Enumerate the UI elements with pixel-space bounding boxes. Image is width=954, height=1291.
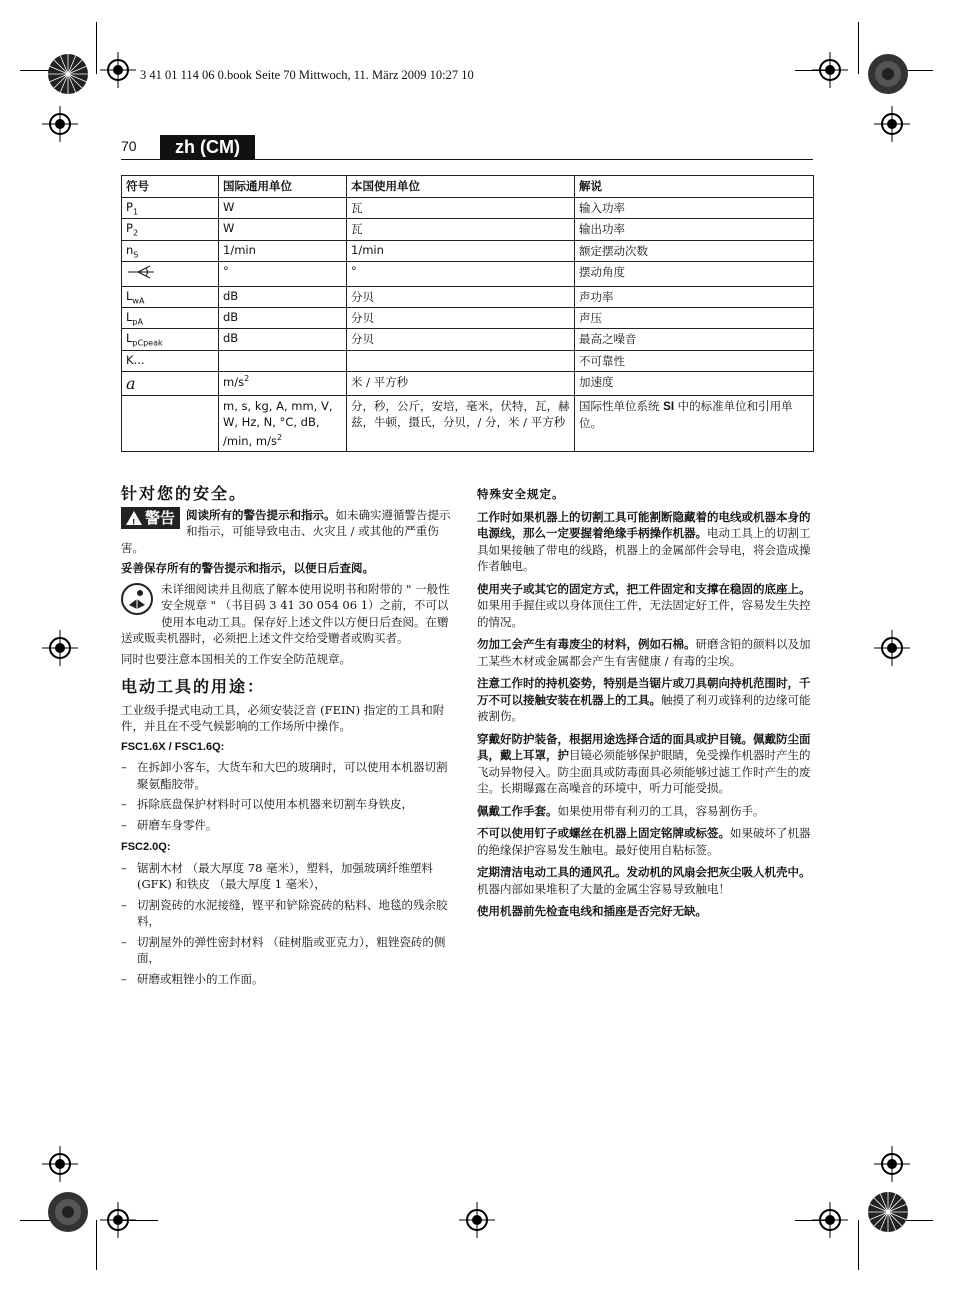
description-cell: 输出功率 — [575, 219, 814, 240]
table-row — [122, 240, 814, 261]
description-cell: 额定摆动次数 — [575, 240, 814, 261]
color-target-icon — [866, 52, 910, 96]
symbol-cell — [122, 395, 219, 451]
local-unit-cell: 米 / 平方秒 — [347, 371, 575, 395]
local-unit-cell: 1/min — [347, 240, 575, 261]
registration-target-icon — [874, 106, 910, 142]
column-header: 国际通用单位 — [219, 176, 347, 198]
warning-badge: ! 警告 — [121, 507, 180, 529]
model2-list — [121, 860, 455, 988]
description-cell: 声压 — [575, 308, 814, 329]
symbol-cell: $P_1$ — [122, 198, 219, 219]
safety-item: 勿加工会产生有毒废尘的材料，例如石棉。研磨含铅的颜料以及加工某些木材或金属都会产生有害健康 / 有毒的尘埃。 — [477, 637, 811, 668]
special-safety-heading: 特殊安全规定。 — [477, 487, 565, 501]
page-number: 70 — [121, 138, 137, 154]
safety-item: 使用夹子或其它的固定方式，把工件固定和支撑在稳固的底座上。如果用手握住或以身体顶住工件，无法固定好工件，容易发生失控的情况。 — [477, 581, 811, 629]
safety-item: 使用机器前先检查电线和插座是否完好无缺。 — [477, 904, 707, 918]
registration-target-icon — [874, 1146, 910, 1182]
local-unit-cell — [347, 350, 575, 371]
symbol-cell: K... — [122, 350, 219, 371]
list-item: – 切割瓷砖的水泥接缝，铿平和铲除瓷砖的粘料、地毯的残余胶料， — [121, 897, 455, 930]
table-row — [122, 261, 814, 286]
read-manual-icon — [121, 583, 153, 615]
safety-item: 定期清洁电动工具的通风孔。发动机的风扇会把灰尘吸人机壳中。机器内部如果堆积了大量的金属尘容易导致触电！ — [477, 865, 811, 896]
local-unit-cell: 瓦 — [347, 219, 575, 240]
column-header: 本国使用单位 — [347, 176, 575, 198]
regulation-paragraph: 同时也要注意本国相关的工作安全防范规章。 — [121, 651, 351, 666]
column-header: 解说 — [575, 176, 814, 198]
table-row — [122, 219, 814, 240]
table-row — [122, 395, 814, 451]
safety-item: 注意工作时的持机姿势，特别是当锯片或刀具朝向持机范围时，千万不可以接触安装在机器上的工具。触摸了利刃或锋利的边缘可能被割伤。 — [477, 676, 811, 723]
list-item: – 研磨车身零件。 — [121, 817, 455, 834]
table-row — [122, 286, 814, 307]
model1-list — [121, 759, 455, 833]
local-unit-cell: ° — [347, 261, 575, 286]
description-cell: 最高之噪音 — [575, 329, 814, 350]
local-unit-cell: 瓦 — [347, 198, 575, 219]
table-row — [122, 329, 814, 350]
table-row — [122, 308, 814, 329]
symbol-cell: $P_2$ — [122, 219, 219, 240]
intl-unit-cell: W — [219, 198, 347, 219]
symbol-cell: $L_{pA}$ — [122, 308, 219, 329]
safety-item: 佩戴工作手套。如果使用带有利刃的工具，容易割伤手。 — [477, 803, 765, 818]
list-item: – 在拆卸小客车，大货车和大巴的玻璃时，可以使用本机器切割聚氨酯胶带。 — [121, 759, 455, 792]
warning-paragraph: ! 警告 阅读所有的警告提示和指示。如未确实遵循警告提示和指示，可能导致电击、火灾且 / 或其他的严重伤害。 — [121, 507, 451, 555]
star-target-icon — [46, 52, 90, 96]
list-item: – 拆除底盘保护材料时可以使用本机器来切割车身铁皮， — [121, 796, 455, 813]
table-header-row — [122, 176, 814, 198]
table-row — [122, 198, 814, 219]
symbol-cell — [122, 371, 219, 395]
safety-item: 工作时如果机器上的切割工具可能割断隐藏着的电线或机器本身的电源线，那么一定要握着绝缘手柄操作机器。电动工具上的切割工具如果接触了带电的线路，机器上的金属部件会导电，将会造成操作者触电。 — [477, 509, 811, 573]
description-cell: 不可靠性 — [575, 350, 814, 371]
safety-heading: 针对您的安全。 — [121, 484, 248, 503]
description-cell: 声功率 — [575, 286, 814, 307]
registration-target-icon — [812, 1202, 848, 1238]
registration-target-icon — [42, 106, 78, 142]
language-tab: zh (CM) — [160, 135, 255, 159]
intl-unit-cell: dB — [219, 329, 347, 350]
list-item: – 研磨或粗锉小的工作面。 — [121, 971, 455, 988]
symbol-cell: $n_S$ — [122, 240, 219, 261]
description-cell: 国际性单位系统 SI 中的标准单位和引用单位。 — [575, 395, 814, 451]
local-unit-cell: 分，秒，公斤，安培，毫米，伏特，瓦，赫兹，牛顿，摄氏，分贝，/ 分，米 / 平方秒 — [347, 395, 575, 451]
oscillation-angle-icon — [126, 264, 156, 280]
column-header: 符号 — [122, 176, 219, 198]
registration-target-icon — [459, 1202, 495, 1238]
registration-target-icon — [42, 1146, 78, 1182]
registration-target-icon — [100, 52, 136, 88]
local-unit-cell: 分贝 — [347, 329, 575, 350]
symbol-cell: $L_{wA}$ — [122, 286, 219, 307]
registration-target-icon — [874, 630, 910, 666]
intl-unit-cell: dB — [219, 286, 347, 307]
color-target-icon — [46, 1190, 90, 1234]
intl-unit-cell: m, s, kg, A, mm, V, W, Hz, N, °C, dB, /min, $m/s^2$ — [219, 395, 347, 451]
model-label: FSC2.0Q: — [121, 841, 171, 853]
right-column — [477, 486, 813, 924]
description-cell: 输入功率 — [575, 198, 814, 219]
table-row — [122, 371, 814, 395]
model-label: FSC1.6X / FSC1.6Q: — [121, 740, 225, 753]
symbol-cell — [122, 261, 219, 286]
usage-paragraph: 工业级手提式电动工具，必须安装泛音 (FEIN) 指定的工具和附件，并且在不受气候影响的工作场所中操作。 — [121, 702, 445, 733]
registration-target-icon — [100, 1202, 136, 1238]
symbol-cell: $L_{pCpeak}$ — [122, 329, 219, 350]
star-target-icon — [866, 1190, 910, 1234]
list-item: – 锯割木材 （最大厚度 78 毫米），塑料，加强玻璃纤维塑料 (GFK) 和铁皮 （最大厚度 1 毫米）， — [121, 860, 455, 893]
registration-target-icon — [812, 52, 848, 88]
intl-unit-cell: 1/min — [219, 240, 347, 261]
warning-triangle-icon: ! — [126, 511, 142, 525]
usage-heading: 电动工具的用途： — [121, 677, 266, 696]
manual-paragraph: 未详细阅读并且彻底了解本使用说明书和附带的 " 一般性安全规章 " （书目码 3 41 30 054 06 1）之前，不可以使用本电动工具。保存好上述文件以方便日后查阅。在赠送或贩卖机器时，必须把上述文件交给受赠者或购买者。 — [121, 581, 450, 645]
keep-instructions: 妥善保存所有的警告提示和指示，以便日后查阅。 — [121, 561, 374, 575]
safety-item: 不可以使用钉子或螺丝在机器上固定铭牌或标签。如果破坏了机器的绝缘保护容易发生触电。最好使用自粘标签。 — [477, 826, 811, 857]
intl-unit-cell: dB — [219, 308, 347, 329]
book-info-line: 3 41 01 114 06 0.book Seite 70 Mittwoch, 11. März 2009 10:27 10 — [140, 68, 474, 82]
list-item: – 切割屋外的弹性密封材料 （硅树脂或亚克力），粗锉瓷砖的侧面， — [121, 934, 455, 967]
description-cell: 摆动角度 — [575, 261, 814, 286]
units-table — [121, 175, 814, 452]
description-cell: 加速度 — [575, 371, 814, 395]
local-unit-cell: 分贝 — [347, 308, 575, 329]
intl-unit-cell — [219, 350, 347, 371]
table-row — [122, 350, 814, 371]
header-rule — [121, 159, 813, 160]
intl-unit-cell: ° — [219, 261, 347, 286]
local-unit-cell: 分贝 — [347, 286, 575, 307]
left-column — [121, 486, 455, 993]
intl-unit-cell: W — [219, 219, 347, 240]
acceleration-symbol: a — [126, 373, 136, 393]
safety-item: 穿戴好防护装备，根据用途选择合适的面具或护目镜。佩戴防尘面具，戴上耳罩，护目镜必须能够保护眼睛，免受操作机器时产生的飞动异物侵入。防尘面具或防毒面具必须能够过滤工作时产生的废尘。长期曝露在高噪音的环境中，听力可能受损。 — [477, 731, 811, 795]
intl-unit-cell: $m/s^2$ — [219, 371, 347, 395]
registration-target-icon — [42, 630, 78, 666]
